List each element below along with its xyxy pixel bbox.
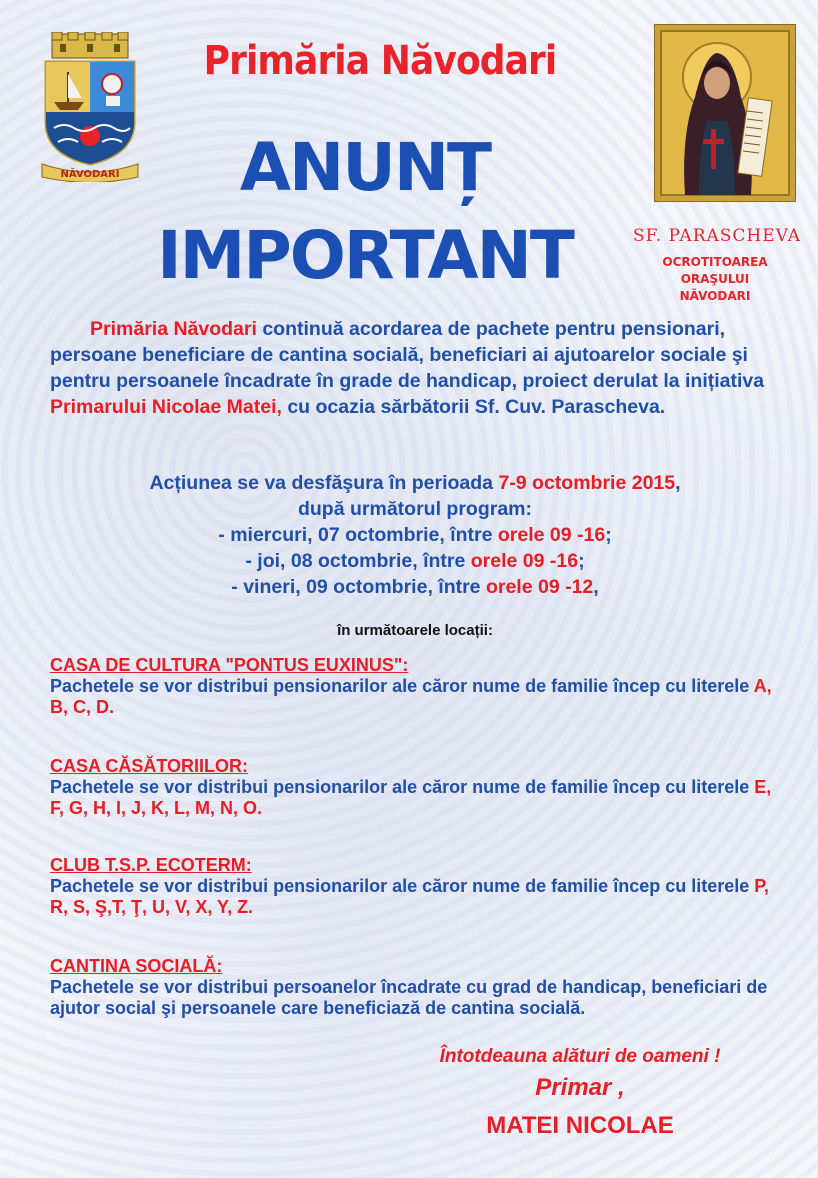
schedule-period-post: , [675, 472, 681, 494]
location-text [50, 676, 790, 718]
intro-occasion: cu ocazia sărbătorii [281, 396, 475, 418]
schedule-day1-date: - miercuri, 07 octombrie, între [218, 524, 498, 546]
schedule-period-line [40, 470, 790, 496]
saint-name: SF. PARASCHEVA [632, 226, 802, 246]
saint-icon-image [654, 24, 796, 202]
schedule-day3-hours: orele 09 -12 [485, 576, 594, 598]
intro-institution: Primăria Năvodari [90, 318, 257, 340]
location-casa-de-cultura [50, 655, 790, 718]
location-text [50, 777, 790, 819]
location-letters: A, B, C, D. [50, 676, 772, 717]
navodari-crest [40, 32, 140, 182]
saint-caption-line3: NĂVODARI [679, 289, 751, 303]
location-club-ecoterm [50, 855, 790, 918]
schedule-day1 [40, 522, 790, 548]
schedule-day2-date: - joi, 08 octombrie, între [245, 550, 471, 572]
location-text: Pachetele se vor distribui persoanelor încadrate cu grad de handicap, beneficiari de ajutor social şi persoanele care beneficiază de cantina socială. [50, 977, 768, 1018]
schedule-block [40, 470, 790, 600]
announcement-title-line1: ANUNȚ [239, 129, 491, 206]
schedule-period: 7-9 octombrie 2015 [498, 472, 676, 494]
location-cantina-sociala [50, 956, 785, 1019]
location-text-body: Pachetele se vor distribui pensionarilor ale căror nume de familie încep cu literele [50, 876, 755, 896]
location-letters: E, F, G, H, I, J, K, L, M, N, O. [50, 777, 772, 818]
schedule-day2-hours: orele 09 -16 [470, 550, 579, 572]
schedule-program-line: după următorul program: [297, 498, 532, 520]
intro-text: continuă acordarea de pachete pentru pensionari, persoane beneficiare de cantina socială, beneficiari ai ajutoarelor sociale şi pentru persoanele încadrate în grade de handicap, proiect derulat la inițiativa [50, 318, 765, 392]
location-letters: P, R, S, Ş,T, Ţ, U, V, X, Y, Z. [50, 876, 769, 917]
schedule-day3-post: , [593, 576, 599, 598]
location-name: CASA CĂSĂTORIILOR: [50, 756, 248, 776]
saint-caption-line2: ORAŞULUI [680, 272, 750, 286]
saint-caption-line1: OCROTITOAREA [662, 255, 768, 269]
schedule-day1-hours: orele 09 -16 [497, 524, 606, 546]
crest-banner-text: NĂVODARI [60, 169, 120, 180]
schedule-period-pre: Acțiunea se va desfăşura în perioada [149, 472, 499, 494]
signature-role: Primar , [535, 1074, 625, 1101]
location-casa-casatoriilor [50, 756, 790, 819]
schedule-day3 [40, 574, 790, 600]
saint-caption [630, 254, 800, 305]
location-name: CLUB T.S.P. ECOTERM: [50, 855, 252, 875]
slogan: Întotdeauna alături de oameni ! [439, 1046, 721, 1067]
schedule-day2-post: ; [578, 550, 585, 572]
location-text-body: Pachetele se vor distribui pensionarilor ale căror nume de familie încep cu literele [50, 676, 754, 696]
signature-name: MATEI NICOLAE [486, 1112, 674, 1139]
location-text-body: Pachetele se vor distribui pensionarilor ale căror nume de familie încep cu literele [50, 777, 755, 797]
announcement-title-line2: IMPORTANT [157, 217, 573, 294]
locations-intro: în următoarele locații: [337, 622, 493, 639]
location-name: CASA DE CULTURA "PONTUS EUXINUS": [50, 655, 409, 675]
institution-title: Primăria Năvodari [203, 38, 557, 84]
schedule-day2 [40, 548, 790, 574]
intro-mayor: Primarului Nicolae Matei, [50, 396, 282, 418]
intro-paragraph [50, 316, 780, 420]
location-name: CANTINA SOCIALĂ: [50, 956, 223, 976]
intro-saint: Sf. Cuv. Parascheva. [474, 396, 666, 418]
schedule-day3-date: - vineri, 09 octombrie, între [231, 576, 486, 598]
location-text [50, 876, 790, 918]
schedule-day1-post: ; [605, 524, 612, 546]
